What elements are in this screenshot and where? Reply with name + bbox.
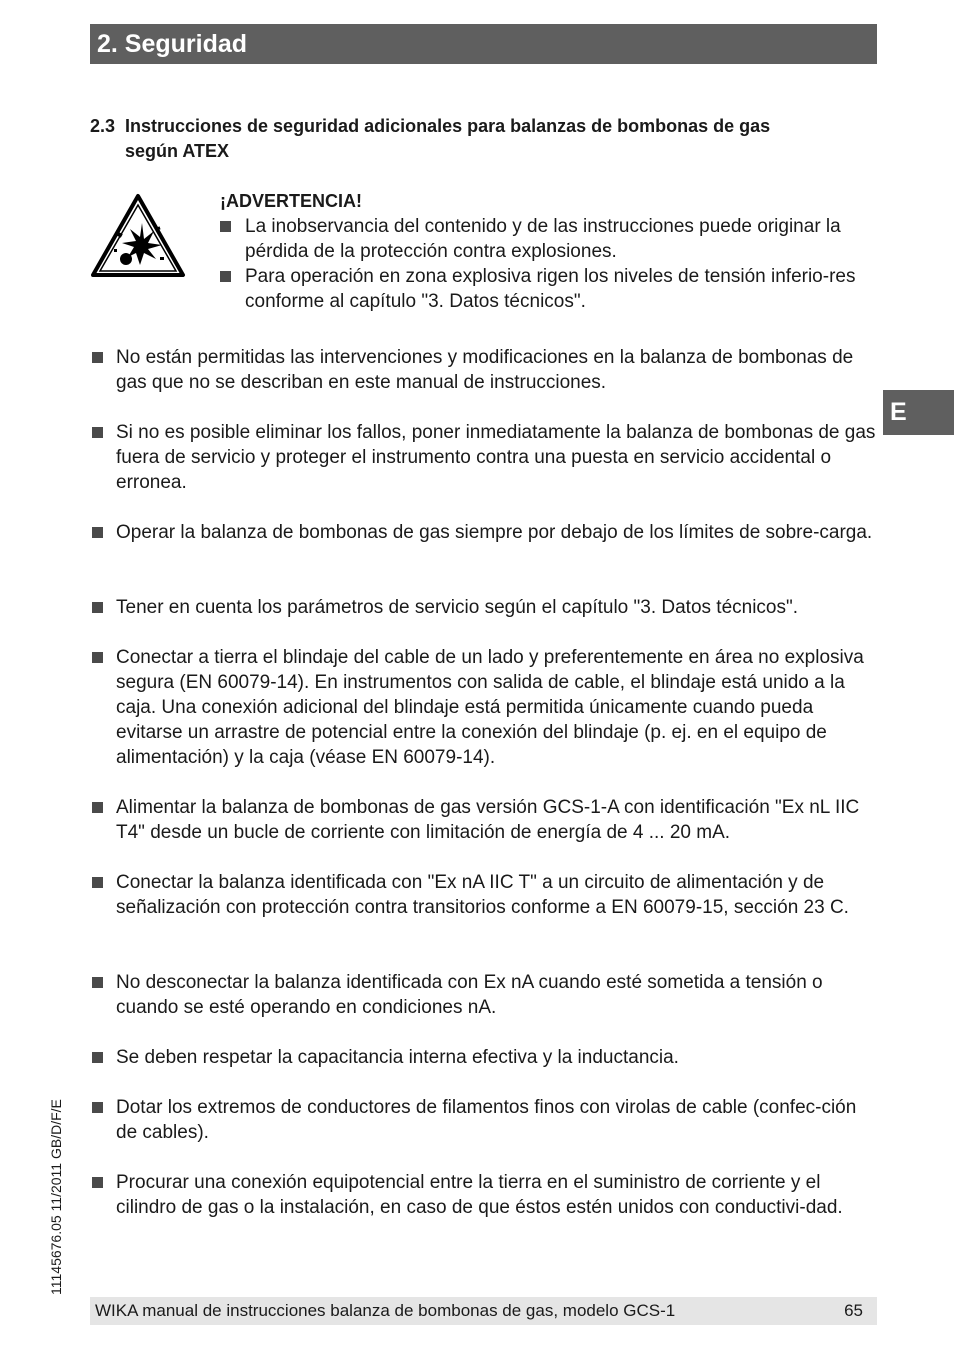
list-item-text: Operar la balanza de bombonas de gas siempre por debajo de los límites de sobre-carga. <box>116 522 873 543</box>
list-item <box>90 345 880 395</box>
list-item-text: Procurar una conexión equipotencial entre la tierra en el suministro de corriente y el cilindro de gas o la instalación, en caso de que éstos estén unidos con conductivi-dad. <box>116 1172 843 1218</box>
list-item <box>90 870 880 920</box>
bullet-square-icon <box>92 527 103 538</box>
document-code: 11145676.05 11/2011 GB/D/F/E <box>48 1099 64 1295</box>
warning-block <box>220 189 880 314</box>
list-item-text: Conectar la balanza identificada con "Ex nA IIC T" a un circuito de alimentación y de señalización con protección contra transitorios conforme a EN 60079-15, sección 23 C. <box>116 872 849 918</box>
list-item-text: Tener en cuenta los parámetros de servicio según el capítulo "3. Datos técnicos". <box>116 597 799 618</box>
warning-item-text: La inobservancia del contenido y de las instrucciones puede originar la pérdida de la protección contra explosiones. <box>245 216 841 262</box>
bullet-square-icon <box>220 221 231 232</box>
bullet-square-icon <box>92 1102 103 1113</box>
bullet-square-icon <box>92 802 103 813</box>
bullet-square-icon <box>220 271 231 282</box>
bullet-square-icon <box>92 1177 103 1188</box>
list-item-text: No desconectar la balanza identificada con Ex nA cuando esté sometida a tensión o cuando se esté operando en condiciones nA. <box>116 972 823 1018</box>
bullet-square-icon <box>92 352 103 363</box>
chapter-title: 2. Seguridad <box>90 24 877 64</box>
list-item <box>90 1170 880 1220</box>
list-item-text: No están permitidas las intervenciones y modificaciones en la balanza de bombonas de gas que no se describan en este manual de instrucciones. <box>116 347 854 393</box>
language-tab: E <box>883 390 954 435</box>
warning-item <box>220 264 880 314</box>
warning-item-text: Para operación en zona explosiva rigen los niveles de tensión inferio-res conforme al capítulo "3. Datos técnicos". <box>245 266 856 312</box>
list-item <box>90 595 880 620</box>
bullet-square-icon <box>92 652 103 663</box>
list-item-text: Conectar a tierra el blindaje del cable de un lado y preferentemente en área no explosiva segura (EN 60079-14). En instrumentos con salida de cable, el blindaje está unido a la caja. Una conexión adicional del blindaje está permitida únicamente cuando pueda evitarse un arrastre de potencial entre la conexión del blindaje (p. ej. en el equipo de alimentación) y la caja (véase EN 60079-14). <box>116 647 864 768</box>
page-number: 65 <box>844 1301 863 1320</box>
bullet-square-icon <box>92 977 103 988</box>
list-item <box>90 420 880 495</box>
list-item-text: Alimentar la balanza de bombonas de gas versión GCS-1-A con identificación "Ex nL IIC T4" desde un bucle de corriente con limitación de energía de 4 ... 20 mA. <box>116 797 860 843</box>
section-number: 2.3 <box>90 116 116 136</box>
list-item <box>90 970 880 1020</box>
section-heading <box>90 114 880 164</box>
warning-title: ¡ADVERTENCIA! <box>220 191 362 211</box>
list-item <box>90 520 880 545</box>
bullet-square-icon <box>92 877 103 888</box>
list-item-text: Se deben respetar la capacitancia interna efectiva y la inductancia. <box>116 1047 679 1068</box>
list-item <box>90 1045 880 1070</box>
bullet-square-icon <box>92 602 103 613</box>
section-title-line1: Instrucciones de seguridad adicionales para balanzas de bombonas de gas <box>125 116 771 136</box>
list-item-text: Dotar los extremos de conductores de filamentos finos con virolas de cable (confec-ción de cables). <box>116 1097 857 1143</box>
list-item <box>90 795 880 845</box>
bullet-square-icon <box>92 427 103 438</box>
list-item <box>90 1095 880 1145</box>
section-title-line2: según ATEX <box>125 141 230 161</box>
list-item-text: Si no es posible eliminar los fallos, poner inmediatamente la balanza de bombonas de gas fuera de servicio y proteger el instrumento contra una puesta en servicio accidental o erronea. <box>116 422 876 493</box>
footer <box>90 1297 877 1325</box>
explosion-hazard-icon <box>90 193 186 279</box>
footer-text: WIKA manual de instrucciones balanza de bombonas de gas, modelo GCS-1 <box>95 1301 676 1320</box>
warning-item <box>220 214 880 264</box>
bullet-square-icon <box>92 1052 103 1063</box>
list-item <box>90 645 880 770</box>
